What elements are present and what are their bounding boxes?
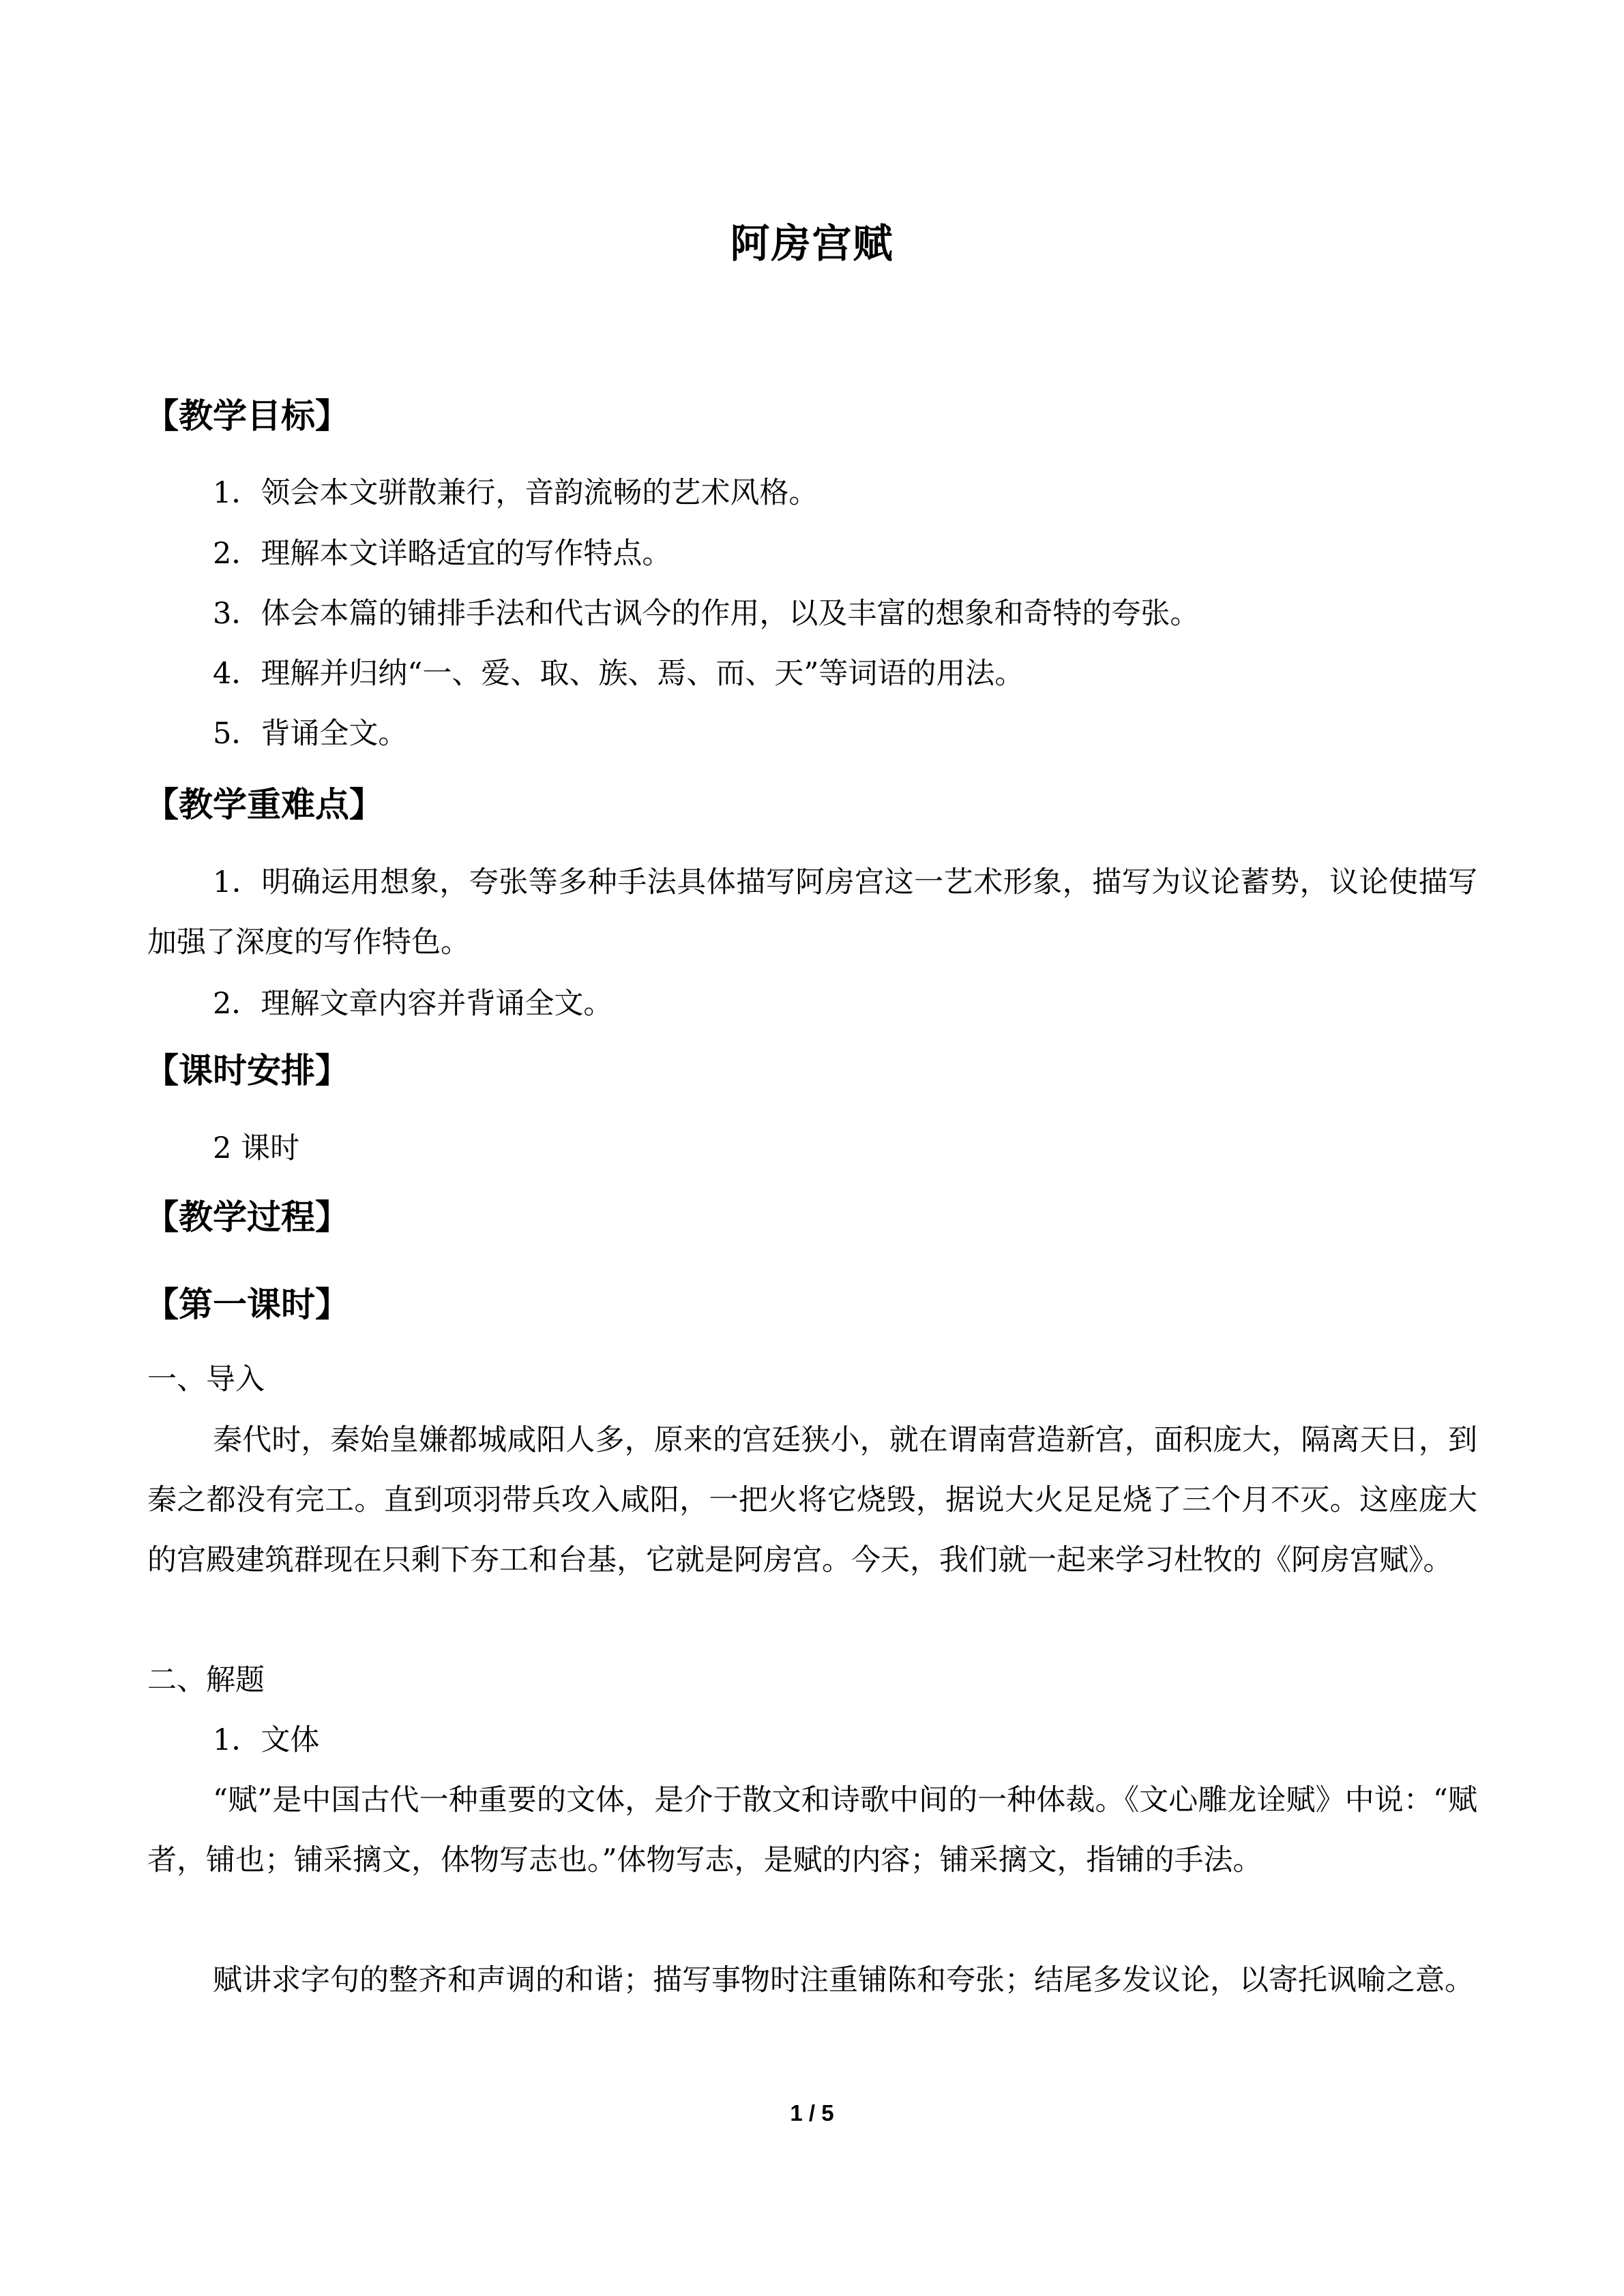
objective-item-4: 4．理解并归纳“一、爱、取、族、焉、而、天”等词语的用法。: [213, 657, 1024, 691]
objective-item-1: 1．领会本文骈散兼行，音韵流畅的艺术风格。: [213, 476, 818, 510]
objective-item-2: 2．理解本文详略适宜的写作特点。: [213, 537, 672, 571]
genre-paragraph-1: “赋”是中国古代一种重要的文体，是介于散文和诗歌中间的一种体裁。《文心雕龙诠赋》中说：“赋者，铺也；铺采摛文，体物写志也。”体物写志，是赋的内容；铺采摛文，指铺的手法。: [147, 1783, 1477, 1877]
objective-item-5: 5．背诵全文。: [213, 717, 408, 751]
objective-item-3: 3．体会本篇的铺排手法和代古讽今的作用，以及丰富的想象和奇特的夸张。: [213, 597, 1200, 631]
genre-paragraph-2: 赋讲求字句的整齐和声调的和谐；描写事物时注重铺陈和夸张；结尾多发议论，以寄托讽喻之意。: [213, 1963, 1474, 1997]
document-title: 阿房宫赋: [730, 220, 894, 267]
intro-paragraph: 秦代时，秦始皇嫌都城咸阳人多，原来的宫廷狭小，就在谓南营造新宫，面积庞大，隔离天日，到秦之都没有完工。直到项羽带兵攻入咸阳，一把火将它烧毁，据说大火足足烧了三个月不灭。这座庞大的宫殿建筑群现在只剩下夯工和台基，它就是阿房宫。今天，我们就一起来学习杜牧的《阿房宫赋》。: [147, 1423, 1477, 1577]
section-heading-schedule: 【课时安排】: [145, 1051, 349, 1090]
section-heading-process: 【教学过程】: [145, 1197, 349, 1237]
page-number: 1 / 5: [790, 2100, 834, 2126]
intro-heading: 一、导入: [147, 1362, 265, 1397]
explain-heading: 二、解题: [147, 1663, 265, 1697]
section-heading-key-points: 【教学重难点】: [145, 785, 383, 824]
schedule-text: 2 课时: [213, 1131, 300, 1165]
key-point-item-2: 2．理解文章内容并背诵全文。: [213, 987, 613, 1021]
genre-heading: 1．文体: [213, 1723, 320, 1757]
section-heading-first-lesson: 【第一课时】: [145, 1285, 349, 1324]
key-point-item-1: 1．明确运用想象，夸张等多种手法具体描写阿房宫这一艺术形象，描写为议论蓄势，议论使描写加强了深度的写作特色。: [147, 865, 1477, 959]
section-heading-objectives: 【教学目标】: [145, 396, 349, 436]
